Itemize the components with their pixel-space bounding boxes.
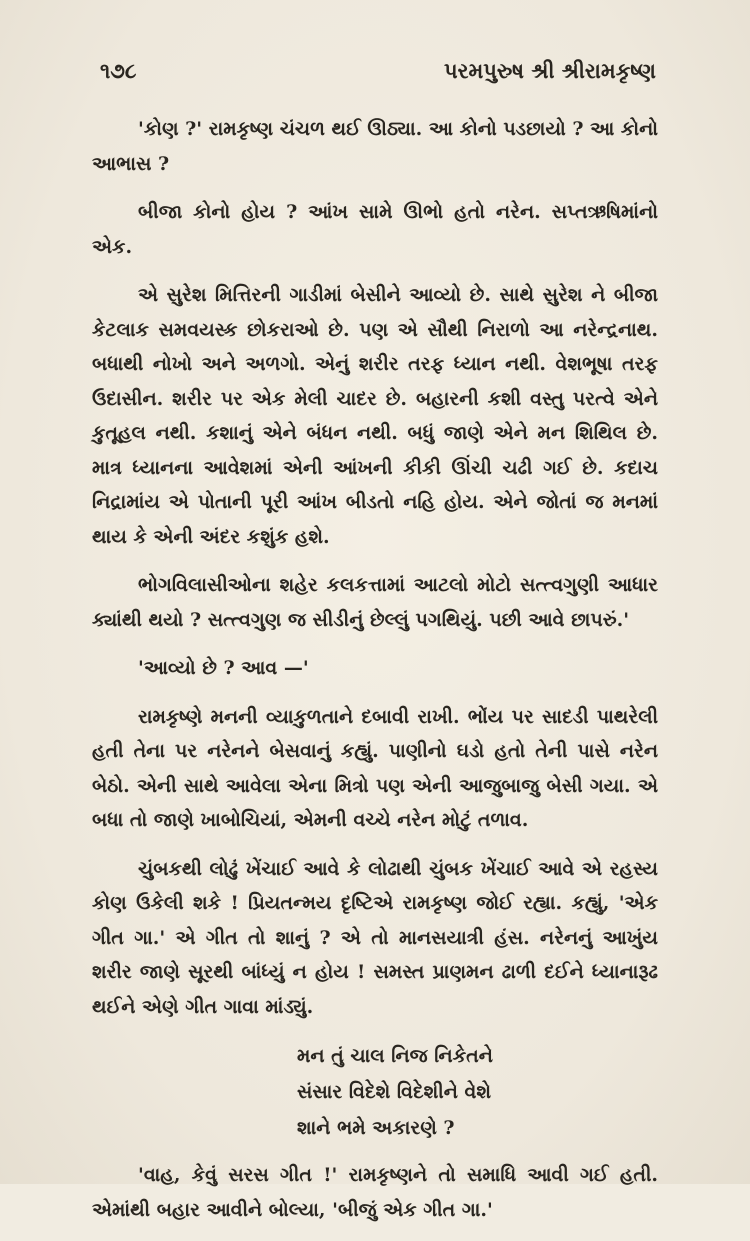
paragraph: એ સુરેશ મિત્તિરની ગાડીમાં બેસીને આવ્યો છે. સાથે સુરેશ ને બીજા કેટલાક સમવયસ્ક છોકરાઓ છે. પણ એ સૌથી નિરાળો આ નરેન્દ્રનાથ. બધાથી નોખો અને અળગો. એનું શરીર તરફ ધ્યાન નથી. વેશભૂષા તરફ ઉદાસીન. શરીર પર એક મેલી ચાદર છે. બહારની કશી વસ્તુ પરત્વે એને કુતૂહલ નથી. કશાનું એને બંધન નથી. બધું જાણે એને મન શિથિલ છે. માત્ર ધ્યાનના આવેશમાં એની આંખની કીકી ઊંચી ચઢી ગઈ છે. કદાચ નિદ્રામાંય એ પોતાની પૂરી આંખ બીડતો નહિ હોય. એને જોતાં જ મનમાં થાય કે એની અંદર કશુંક હશે. <box>92 284 658 548</box>
paragraph: રામકૃષ્ણે મનની વ્યાકુળતાને દબાવી રાખી. ભોંય પર સાદડી પાથરેલી હતી તેના પર નરેનને બેસવાનું કહ્યું. પાણીનો ઘડો હતો તેની પાસે નરેન બેઠો. એની સાથે આવેલા એના મિત્રો પણ એની આજુબાજુ બેસી ગયા. એ બધા તો જાણે ખાબોચિયાં, એમની વચ્ચે નરેન મોટું તળાવ. <box>92 705 658 831</box>
verse-line: શાને ભમે અકારણે ? <box>297 1117 455 1139</box>
body-text <box>92 112 658 1241</box>
running-title: પરમપુરુષ શ્રી શ્રીરામકૃષ્ણ <box>443 58 656 83</box>
paragraph: 'કોણ ?' રામકૃષ્ણ ચંચળ થઈ ઊઠ્યા. આ કોનો પડછાયો ? આ કોનો આભાસ ? <box>92 118 658 175</box>
page-number: ૧૭૮ <box>100 58 137 83</box>
song-verse <box>297 1038 658 1146</box>
verse-line: સંસાર વિદેશે વિદેશીને વેશે <box>297 1081 491 1103</box>
paragraph: બીજા કોનો હોય ? આંખ સામે ઊભો હતો નરેન. સપ્તઋષિમાંનો એક. <box>92 201 658 258</box>
verse-line: મન તું ચાલ નિજ નિકેતને <box>297 1045 493 1067</box>
page-header <box>100 58 656 88</box>
paragraph: ચુંબકથી લોઢું ખેંચાઈ આવે કે લોઢાથી ચુંબક ખેંચાઈ આવે એ રહસ્ય કોણ ઉકેલી શકે ! પ્રિયતન્મય દૃષ્ટિએ રામકૃષ્ણ જોઈ રહ્યા. કહ્યું, 'એક ગીત ગા.' એ ગીત તો શાનું ? એ તો માનસયાત્રી હંસ. નરેનનું આખુંય શરીર જાણે સૂરથી બાંધ્યું ન હોય ! સમસ્ત પ્રાણમન ઢાળી દઈને ધ્યાનારૂઢ થઈને એણે ગીત ગાવા માંડ્યું. <box>92 857 658 1018</box>
paragraph: ભોગવિલાસીઓના શહેર કલકત્તામાં આટલો મોટો સત્ત્વગુણી આધાર ક્યાંથી થયો ? સત્ત્વગુણ જ સીડીનું છેલ્લું પગથિયું. પછી આવે છાપરું.' <box>92 574 658 631</box>
closing-paragraph: 'વાહ, કેવું સરસ ગીત !' રામકૃષ્ણને તો સમાધિ આવી ગઈ હતી. એમાંથી બહાર આવીને બોલ્યા, 'બીજું એક ગીત ગા.' <box>92 1164 658 1221</box>
paragraph: 'આવ્યો છે ? આવ —' <box>138 657 309 679</box>
